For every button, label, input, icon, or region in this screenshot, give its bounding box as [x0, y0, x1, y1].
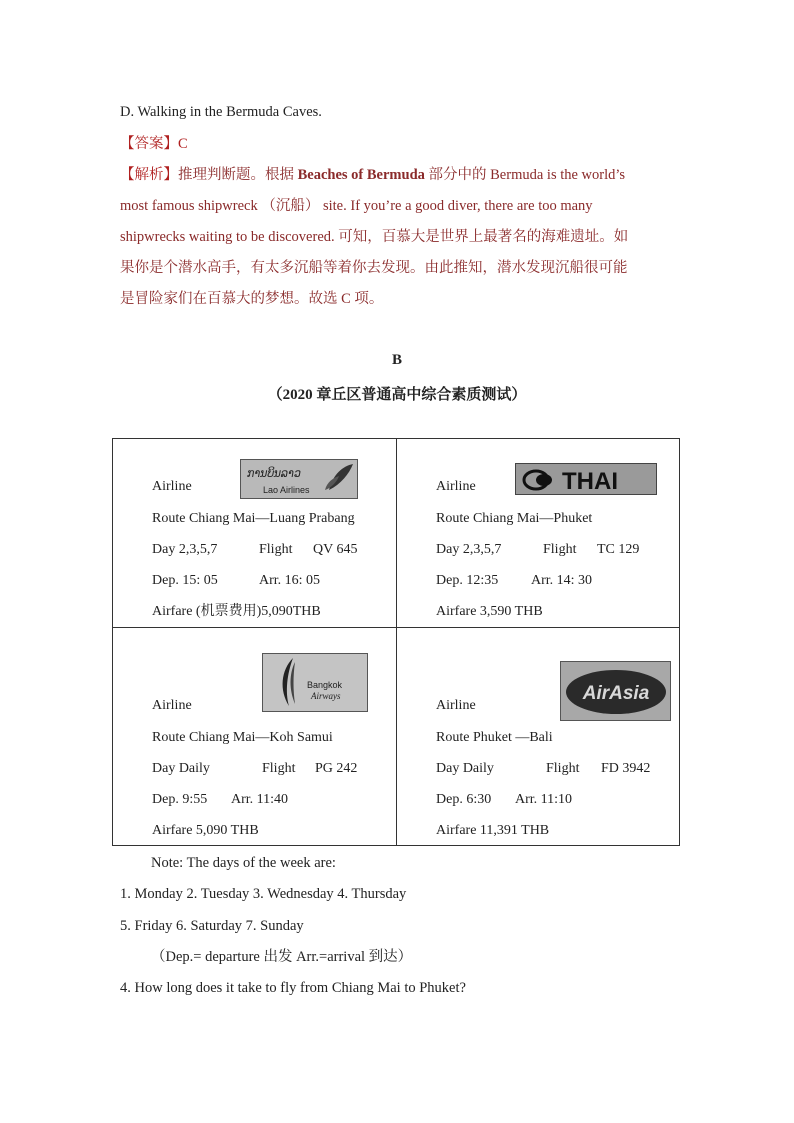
analysis-line-2: most famous shipwreck （沉船） site. If you’re a good diver, there are too many	[120, 198, 593, 214]
note-days-intro: Note: The days of the week are:	[151, 855, 336, 871]
abbreviation-note: （Dep.= departure 出发 Arr.=arrival 到达）	[151, 949, 413, 965]
thai-logo-text: THAI	[562, 468, 618, 495]
card2-airfare: Airfare 3,590 THB	[436, 604, 543, 619]
card1-airline-label: Airline	[152, 479, 192, 494]
airasia-logo	[560, 661, 671, 721]
lao-logo-text: Lao Airlines	[263, 485, 310, 495]
card2-route: Route Chiang Mai—Phuket	[436, 511, 593, 526]
airasia-logo-text: AirAsia	[582, 683, 650, 704]
answer-line	[120, 134, 188, 154]
lao-logo-script: ການບິນລາວ	[247, 467, 301, 480]
answer-tag: 【答案】	[120, 136, 178, 152]
analysis-bold-heading: Beaches of Bermuda	[297, 167, 425, 183]
card4-dep: Dep. 6:30	[436, 792, 492, 807]
analysis-tag: 【解析】	[120, 167, 178, 183]
card4-flight-no: FD 3942	[601, 761, 651, 776]
card2-flight-no: TC 129	[597, 542, 640, 557]
bangkok-airways-logo	[262, 653, 368, 712]
bangkok-logo-text-2: Airways	[311, 691, 341, 701]
card4-airfare: Airfare 11,391 THB	[436, 823, 550, 838]
card3-dep: Dep. 9:55	[152, 792, 208, 807]
card2-day: Day 2,3,5,7	[436, 542, 502, 557]
lotus-icon	[329, 464, 353, 490]
bangkok-logo-text-1: Bangkok	[307, 680, 343, 690]
card4-day: Day Daily	[436, 761, 494, 776]
analysis-line-4: 果你是个潜水高手，有太多沉船等着你去发现。由此推知，潜水发现沉船很可能	[120, 260, 628, 276]
table-divider-horizontal	[112, 627, 680, 628]
card3-airfare: Airfare 5,090 THB	[152, 823, 259, 838]
card1-arr: Arr. 16: 05	[259, 573, 321, 588]
card2-airline-label: Airline	[436, 479, 476, 494]
card2-flight-label: Flight	[543, 542, 577, 557]
card3-day: Day Daily	[152, 761, 210, 776]
thai-airways-logo	[515, 463, 657, 495]
analysis-text-1b: 部分中的 Bermuda is the world’s	[424, 167, 626, 183]
card1-flight-label: Flight	[259, 542, 293, 557]
card1-day: Day 2,3,5,7	[152, 542, 218, 557]
card1-airfare: Airfare (机票费用)5,090THB	[152, 604, 321, 619]
analysis-line-5: 是冒险家们在百慕大的梦想。故选 C 项。	[120, 291, 384, 307]
card4-flight-label: Flight	[546, 761, 580, 776]
section-subtitle: （2020 章丘区普通高中综合素质测试）	[267, 387, 527, 403]
card1-dep: Dep. 15: 05	[152, 573, 218, 588]
section-letter: B	[391, 352, 402, 368]
card3-airline-label: Airline	[152, 698, 192, 713]
card2-dep: Dep. 12:35	[436, 573, 499, 588]
answer-value: C	[178, 136, 188, 152]
card1-flight-no: QV 645	[313, 542, 358, 557]
card3-route: Route Chiang Mai—Koh Samui	[152, 730, 333, 745]
days-row-2: 5. Friday 6. Saturday 7. Sunday	[120, 918, 304, 934]
option-d: D. Walking in the Bermuda Caves.	[120, 104, 322, 120]
days-row-1: 1. Monday 2. Tuesday 3. Wednesday 4. Thursday	[120, 886, 407, 902]
card3-flight-label: Flight	[262, 761, 296, 776]
analysis-line-1	[120, 165, 625, 185]
card1-route: Route Chiang Mai—Luang Prabang	[152, 511, 355, 526]
card4-arr: Arr. 11:10	[515, 792, 573, 807]
question-4: 4. How long does it take to fly from Chiang Mai to Phuket?	[120, 980, 466, 996]
card3-flight-no: PG 242	[315, 761, 358, 776]
lao-airlines-logo	[240, 459, 358, 499]
card4-route: Route Phuket —Bali	[436, 730, 553, 745]
analysis-text-1a: 推理判断题。根据	[178, 167, 298, 183]
card2-arr: Arr. 14: 30	[531, 573, 593, 588]
card3-arr: Arr. 11:40	[231, 792, 289, 807]
table-divider-vertical	[396, 438, 397, 846]
card4-airline-label: Airline	[436, 698, 476, 713]
analysis-line-3: shipwrecks waiting to be discovered. 可知，百慕大是世界上最著名的海难遗址。如	[120, 229, 629, 245]
